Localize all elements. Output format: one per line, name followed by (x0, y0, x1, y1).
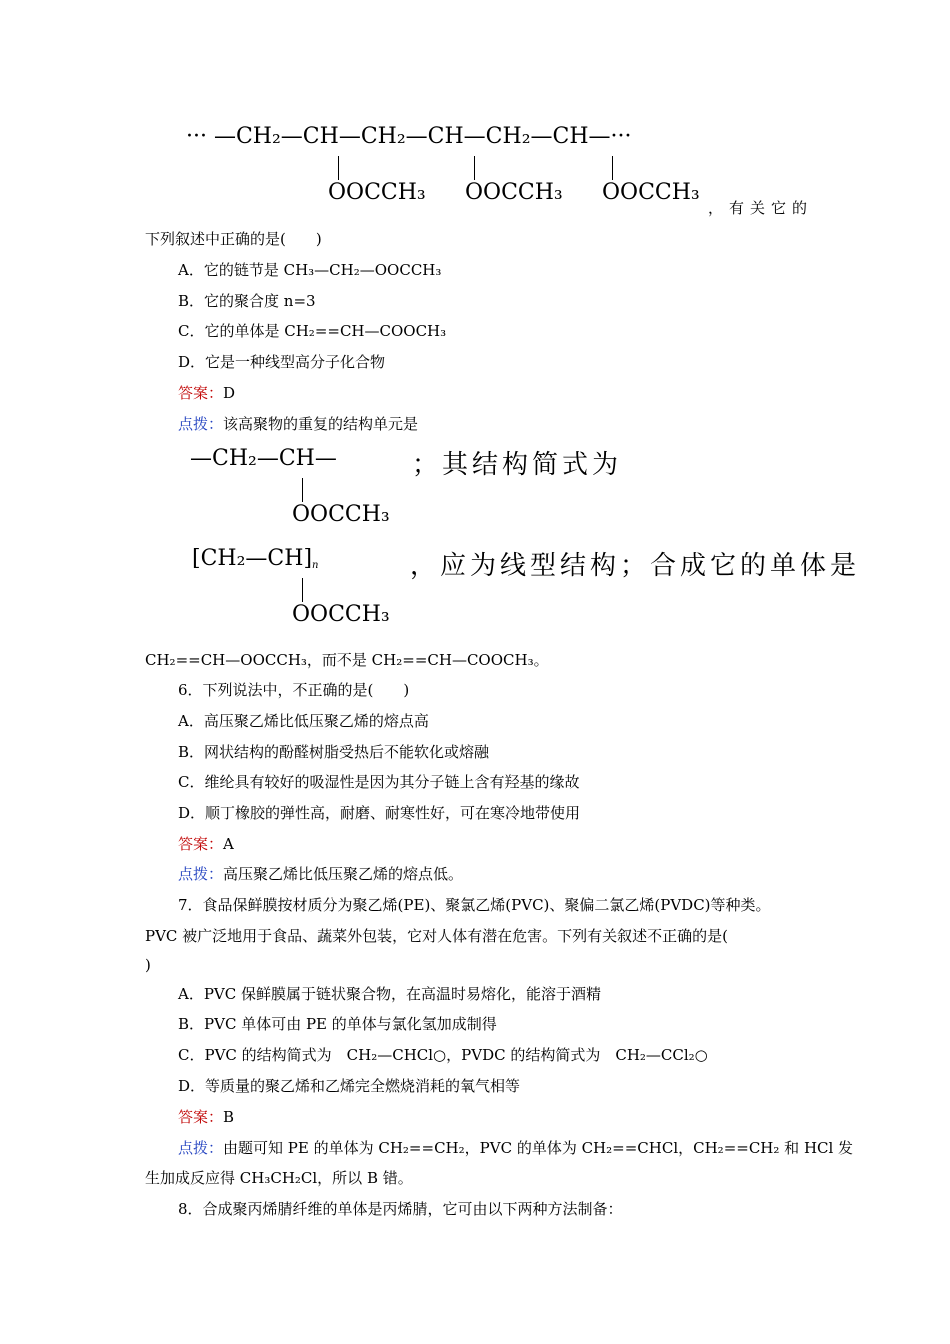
answer-value: A (223, 835, 234, 853)
polymer-main-chain: ··· —CH₂—CH—CH₂—CH—CH₂—CH—··· (186, 124, 632, 149)
answer-line (178, 1107, 234, 1127)
bond-line (474, 156, 475, 180)
option-c: C．维纶具有较好的吸湿性是因为其分子链上含有羟基的缘故 (178, 773, 580, 791)
polymer-n: n (312, 560, 319, 571)
bond-line (302, 578, 303, 602)
option-d: D．等质量的聚乙烯和乙烯完全燃烧消耗的氧气相等 (178, 1077, 521, 1095)
tip-text: 高压聚乙烯比低压聚乙烯的熔点低。 (223, 865, 464, 883)
tip-end: CH₂==CH—OOCCH₃，而不是 CH₂==CH—COOCH₃。 (145, 651, 549, 669)
question-stem: ) (145, 956, 151, 974)
option-d: D．它是一种线型高分子化合物 (178, 353, 386, 371)
option-a: A．高压聚乙烯比低压聚乙烯的熔点高 (178, 712, 429, 730)
side-group: OOCCH₃ (602, 180, 700, 205)
side-group: OOCCH₃ (465, 180, 563, 205)
tip-line (178, 864, 463, 884)
answer-value: D (223, 384, 236, 402)
bond-line (338, 156, 339, 180)
tip-label: 点拨： (178, 865, 224, 883)
repeat-unit-side: OOCCH₃ (292, 502, 390, 527)
option-c: C．它的单体是 CH₂==CH—COOCH₃ (178, 322, 447, 340)
answer-label: 答案： (178, 1108, 224, 1126)
option-b: B．它的聚合度 n=3 (178, 292, 316, 310)
answer-value: B (223, 1108, 235, 1126)
polymer-side: OOCCH₃ (292, 602, 390, 627)
tip-line (178, 414, 418, 434)
stem-tail: ，有关它的 (708, 199, 814, 217)
side-group: OOCCH₃ (328, 180, 426, 205)
tip-label: 点拨： (178, 415, 224, 433)
bond-line (612, 156, 613, 180)
tip-text: 由题可知 PE 的单体为 CH₂==CH₂，PVC 的单体为 CH₂==CHCl，CH₂==CH₂ 和 HCl 发 (223, 1139, 854, 1157)
answer-line (178, 383, 235, 403)
tip-label: 点拨： (178, 1139, 224, 1157)
option-a: A．PVC 保鲜膜属于链状聚合物，在高温时易熔化，能溶于酒精 (178, 985, 602, 1003)
unit-text: ；其结构简式为 (412, 450, 623, 480)
tip-text-cont: 生加成反应得 CH₃CH₂Cl，所以 B 错。 (145, 1169, 413, 1187)
question-stem: 8．合成聚丙烯腈纤维的单体是丙烯腈，它可由以下两种方法制备： (178, 1200, 623, 1218)
bond-line (302, 478, 303, 502)
polymer-formula (192, 546, 318, 571)
option-b: B．PVC 单体可由 PE 的单体与氯化氢加成制得 (178, 1015, 497, 1033)
tip-text: 该高聚物的重复的结构单元是 (223, 415, 419, 433)
option-a: A．它的链节是 CH₃—CH₂—OOCCH₃ (178, 261, 442, 279)
question-stem: 6．下列说法中，不正确的是( ) (178, 681, 410, 699)
question-stem: 下列叙述中正确的是( ) (145, 230, 322, 248)
option-c: C．PVC 的结构简式为 CH₂—CHCl○，PVDC 的结构简式为 CH₂—CCl₂○ (178, 1046, 708, 1064)
poly-text: ，应为线型结构；合成它的单体是 (410, 551, 861, 581)
question-stem: 7．食品保鲜膜按材质分为聚乙烯(PE)、聚氯乙烯(PVC)、聚偏二氯乙烯(PVDC)等种类。 (178, 896, 771, 914)
question-stem: PVC 被广泛地用于食品、蔬菜外包装，它对人体有潜在危害。下列有关叙述不正确的是( (145, 927, 729, 945)
answer-line (178, 834, 234, 854)
answer-label: 答案： (178, 835, 224, 853)
polymer-formula-text: [CH₂—CH] (192, 546, 313, 571)
tip-line (178, 1138, 853, 1158)
answer-label: 答案： (178, 384, 224, 402)
option-b: B．网状结构的酚醛树脂受热后不能软化或熔融 (178, 743, 490, 761)
option-d: D．顺丁橡胶的弹性高，耐磨、耐寒性好，可在寒冷地带使用 (178, 804, 581, 822)
repeat-unit-formula: —CH₂—CH— (190, 446, 337, 471)
